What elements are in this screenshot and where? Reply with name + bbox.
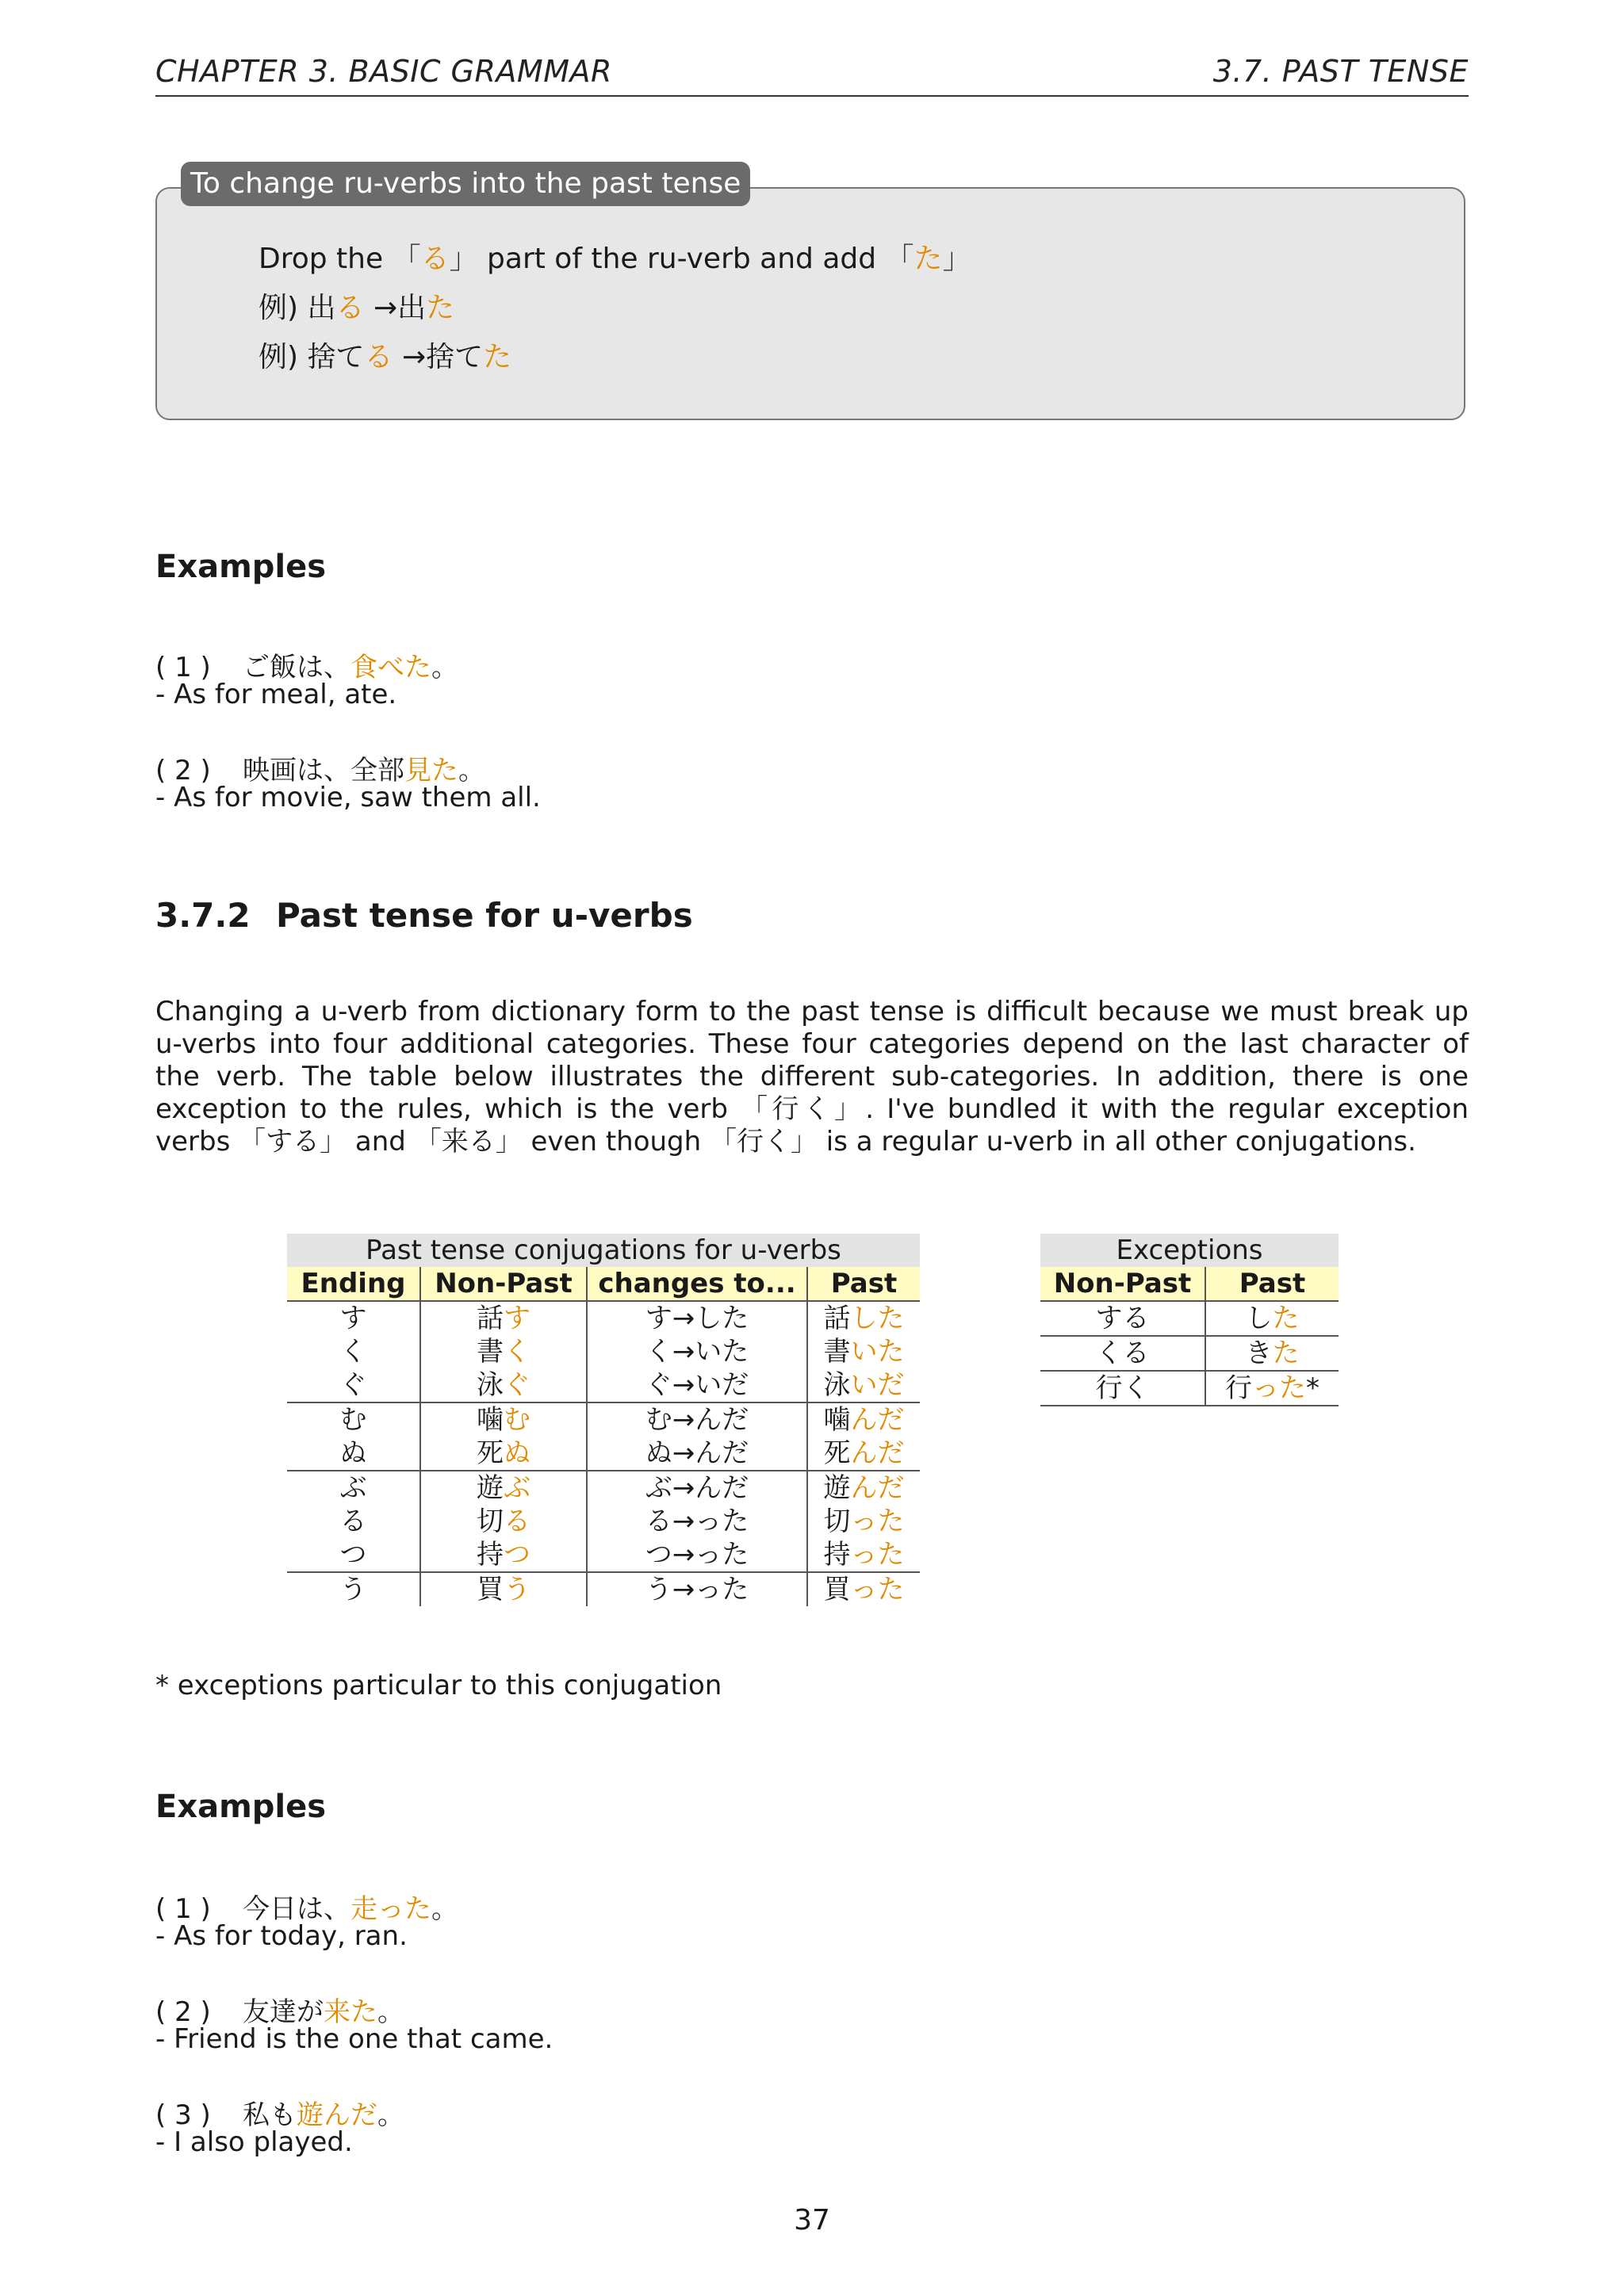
example-highlight: 走った (350, 1893, 431, 1925)
past-cell (1205, 1371, 1339, 1406)
non-past-cell (420, 1538, 587, 1572)
verb-stem: 泳 (477, 1369, 504, 1401)
intro-paragraph: Changing a u-verb from dictionary form to the past tense is difficult because we must break up u-verbs into four additional categories. These four categories depend on the last character of the verb. The table below illustrates the different sub-categories. In addition, there is one exception to the rules, which is the verb 「行く」. I've bundled it with the regular exception verbs 「する」 and 「来る」 even though 「行く」 is a regular u-verb in all other conjugations. (155, 996, 1469, 1158)
non-past-cell (420, 1402, 587, 1437)
change-cell (587, 1572, 807, 1606)
past-cell (807, 1538, 920, 1572)
verb-ending: った (850, 1539, 905, 1571)
non-past-cell (420, 1368, 587, 1402)
rule-text: 」 part of the ru-verb and add 「 (449, 243, 914, 275)
verb-text: くる (1095, 1337, 1150, 1369)
section-header: 3.7. PAST TENSE (1212, 54, 1469, 89)
non-past-cell (420, 1471, 587, 1505)
verb-stem: 持 (823, 1539, 851, 1571)
example-highlight: 見た (404, 755, 458, 786)
example-number: ( 3 ) (155, 2099, 211, 2131)
verb-stem: 持 (477, 1539, 504, 1571)
rule-text: →出 (364, 292, 427, 324)
non-past-cell (1040, 1371, 1205, 1406)
conjugation-table (287, 1234, 920, 1606)
table-row (287, 1505, 920, 1538)
ending-text: ぶ (339, 1472, 367, 1504)
table-row (287, 1335, 920, 1368)
change-cell (587, 1437, 807, 1471)
ending-text: う (339, 1574, 367, 1605)
verb-ending: んだ (850, 1437, 905, 1469)
non-past-cell (420, 1505, 587, 1538)
example-text: ご飯は、 (243, 652, 350, 683)
past-cell (807, 1335, 920, 1368)
chapter-header: CHAPTER 3. BASIC GRAMMAR (155, 54, 612, 89)
rule-text: →捨て (393, 341, 484, 373)
ending-text: ぐ (339, 1369, 367, 1401)
table-row (287, 1368, 920, 1402)
example-text: 。 (431, 652, 458, 683)
example-text: 。 (377, 2099, 404, 2131)
verb-ending: んだ (850, 1472, 905, 1504)
rule-highlight: た (914, 243, 943, 275)
verb-ending: ぐ (504, 1369, 530, 1401)
column-header: Past (1205, 1267, 1339, 1301)
past-cell (1205, 1301, 1339, 1336)
past-cell (807, 1572, 920, 1606)
non-past-cell (420, 1335, 587, 1368)
column-header: Non-Past (420, 1267, 587, 1301)
table-row (287, 1437, 920, 1471)
verb-stem: き (1245, 1337, 1273, 1369)
verb-stem: 遊 (477, 1472, 504, 1504)
ending-text: く (339, 1336, 367, 1368)
verb-ending: ぬ (504, 1437, 530, 1469)
verb-ending: った (1252, 1372, 1306, 1404)
example-translation: - As for movie, saw them all. (155, 782, 541, 813)
rule-example-2 (259, 335, 511, 375)
ending-cell (287, 1437, 420, 1471)
ending-cell (287, 1572, 420, 1606)
non-past-cell (420, 1437, 587, 1471)
rule-text: 例) 捨て (259, 341, 365, 373)
example-translation: - As for meal, ate. (155, 679, 397, 710)
ending-cell (287, 1505, 420, 1538)
change-text: ぬ→んだ (645, 1437, 749, 1469)
change-text: う→った (645, 1574, 749, 1605)
table-row (287, 1538, 920, 1572)
verb-stem: 死 (823, 1437, 851, 1469)
verb-stem: 遊 (823, 1472, 851, 1504)
section-title (155, 896, 693, 935)
verb-ending: んだ (850, 1404, 905, 1436)
change-cell (587, 1402, 807, 1437)
verb-ending: った (850, 1574, 905, 1605)
change-cell (587, 1301, 807, 1335)
example-text: 私も (243, 2099, 297, 2131)
change-text: く→いた (645, 1336, 749, 1368)
column-header: Ending (287, 1267, 420, 1301)
verb-ending: いだ (850, 1369, 905, 1401)
example-number: ( 2 ) (155, 1996, 211, 2028)
ending-cell (287, 1471, 420, 1505)
ending-cell (287, 1335, 420, 1368)
header-rule (155, 95, 1469, 97)
column-header: Non-Past (1040, 1267, 1205, 1301)
ending-text: す (339, 1303, 367, 1334)
change-cell (587, 1335, 807, 1368)
example-text: 友達が (243, 1996, 324, 2028)
verb-ending: つ (504, 1539, 530, 1571)
example-text: 今日は、 (243, 1893, 350, 1925)
change-cell (587, 1505, 807, 1538)
rule-text: 」 (942, 243, 971, 275)
rule-example-1 (259, 285, 454, 326)
verb-text: 行く (1095, 1372, 1150, 1404)
change-text: つ→った (645, 1539, 749, 1571)
verb-ending: た (1272, 1337, 1300, 1369)
rule-highlight: る (364, 341, 393, 373)
change-text: ぐ→いだ (645, 1369, 749, 1401)
ending-cell (287, 1368, 420, 1402)
verb-ending: た (1272, 1303, 1300, 1334)
example-text: 。 (458, 755, 485, 786)
example-number: ( 1 ) (155, 1893, 211, 1925)
table-header-row (287, 1267, 920, 1301)
verb-stem: 買 (823, 1574, 851, 1605)
rule-highlight: た (426, 292, 455, 324)
rule-highlight: た (483, 341, 512, 373)
examples-heading: Examples (155, 1789, 327, 1825)
verb-stem: 噛 (477, 1404, 504, 1436)
change-text: む→んだ (645, 1404, 749, 1436)
change-text: す→した (645, 1303, 749, 1334)
change-cell (587, 1471, 807, 1505)
past-cell (807, 1437, 920, 1471)
example-text: 。 (431, 1893, 458, 1925)
non-past-cell (1040, 1336, 1205, 1371)
footnote: * exceptions particular to this conjugation (155, 1670, 722, 1701)
table-row (287, 1402, 920, 1437)
verb-stem: し (1245, 1303, 1273, 1334)
rule-text: 例) 出 (259, 292, 336, 324)
column-header: changes to... (587, 1267, 807, 1301)
example-number: ( 1 ) (155, 652, 211, 683)
verb-ending: す (504, 1303, 530, 1334)
verb-ending: ぶ (504, 1472, 530, 1504)
change-text: る→った (645, 1506, 749, 1537)
exception-mark: * (1306, 1372, 1320, 1404)
table-caption: Past tense conjugations for u-verbs (287, 1234, 920, 1267)
past-cell (807, 1368, 920, 1402)
rule-line (259, 236, 971, 277)
verb-ending: した (850, 1303, 905, 1334)
example-highlight: 遊んだ (297, 2099, 377, 2131)
non-past-cell (420, 1301, 587, 1335)
table-row (1040, 1371, 1339, 1406)
past-cell (1205, 1336, 1339, 1371)
ending-text: つ (339, 1539, 367, 1571)
past-cell (807, 1301, 920, 1335)
verb-stem: 書 (477, 1336, 504, 1368)
verb-ending: いた (850, 1336, 905, 1368)
section-number: 3.7.2 (155, 896, 251, 935)
ending-text: る (339, 1506, 367, 1537)
change-cell (587, 1368, 807, 1402)
section-title-text: Past tense for u-verbs (276, 896, 693, 935)
example-text: 映画は、全部 (243, 755, 404, 786)
verb-stem: 話 (823, 1303, 851, 1334)
verb-ending: む (504, 1404, 530, 1436)
table-row (287, 1572, 920, 1606)
verb-ending: く (504, 1336, 530, 1368)
column-header: Past (807, 1267, 920, 1301)
table-row (1040, 1336, 1339, 1371)
example-number: ( 2 ) (155, 755, 211, 786)
table-row (287, 1471, 920, 1505)
verb-stem: 切 (477, 1506, 504, 1537)
rule-highlight: る (335, 292, 365, 324)
ending-cell (287, 1301, 420, 1335)
page-number: 37 (794, 2204, 830, 2237)
example-translation: - As for today, ran. (155, 1920, 408, 1952)
ending-text: む (339, 1404, 367, 1436)
verb-ending: う (504, 1574, 530, 1605)
verb-stem: 行 (1225, 1372, 1252, 1404)
verb-ending: る (504, 1506, 530, 1537)
verb-stem: 切 (823, 1506, 851, 1537)
ending-text: ぬ (339, 1437, 367, 1469)
rule-box-title: To change ru-verbs into the past tense (181, 162, 750, 206)
verb-stem: 噛 (823, 1404, 851, 1436)
verb-stem: 泳 (823, 1369, 851, 1401)
past-cell (807, 1471, 920, 1505)
example-highlight: 来た (324, 1996, 377, 2028)
verb-stem: 死 (477, 1437, 504, 1469)
example-translation: - Friend is the one that came. (155, 2023, 553, 2055)
non-past-cell (420, 1572, 587, 1606)
verb-stem: 書 (823, 1336, 851, 1368)
rule-highlight: る (420, 243, 450, 275)
ending-cell (287, 1538, 420, 1572)
ending-cell (287, 1402, 420, 1437)
change-text: ぶ→んだ (645, 1472, 749, 1504)
exceptions-table (1040, 1234, 1339, 1406)
table-header-row (1040, 1267, 1339, 1301)
rule-text: Drop the 「 (259, 243, 421, 275)
change-cell (587, 1538, 807, 1572)
past-cell (807, 1505, 920, 1538)
example-text: 。 (377, 1996, 404, 2028)
example-translation: - I also played. (155, 2126, 353, 2158)
non-past-cell (1040, 1301, 1205, 1336)
example-highlight: 食べた (350, 652, 431, 683)
examples-heading: Examples (155, 549, 327, 585)
table-row (1040, 1301, 1339, 1336)
verb-text: する (1095, 1303, 1150, 1334)
table-caption: Exceptions (1040, 1234, 1339, 1267)
past-cell (807, 1402, 920, 1437)
verb-stem: 買 (477, 1574, 504, 1605)
verb-stem: 話 (477, 1303, 504, 1334)
verb-ending: った (850, 1506, 905, 1537)
table-row (287, 1301, 920, 1335)
